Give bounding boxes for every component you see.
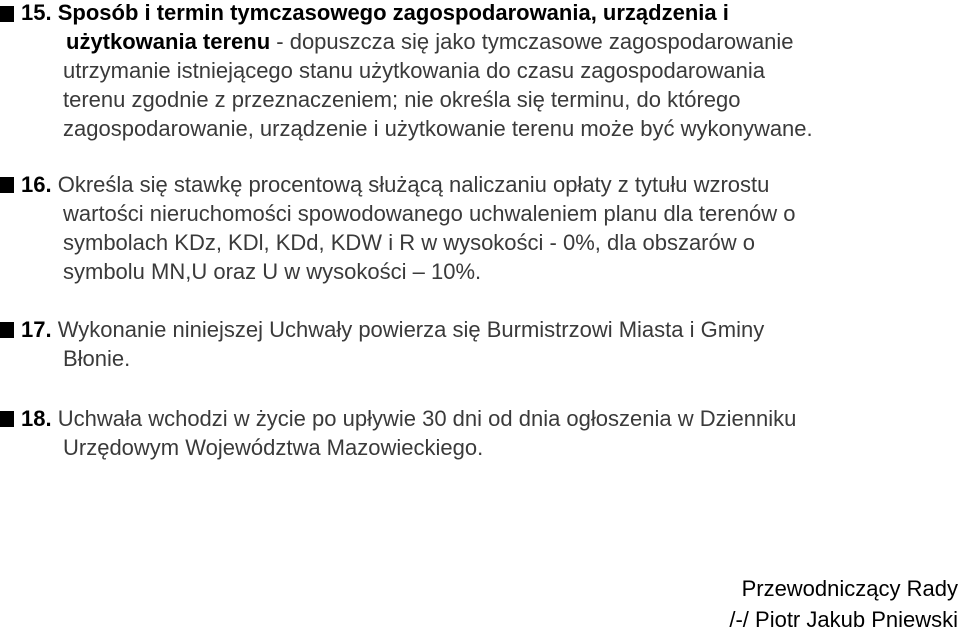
bullet-marker bbox=[0, 177, 14, 193]
paragraph-16-line-1 bbox=[21, 170, 769, 199]
paragraph-number: 18. bbox=[21, 406, 52, 431]
paragraph-16-line-2: wartości nieruchomości spowodowanego uchwaleniem planu dla terenów o bbox=[63, 201, 796, 226]
paragraph-heading: Sposób i termin tymczasowego zagospodarowania, urządzenia i bbox=[57, 0, 729, 25]
paragraph-number: 15. bbox=[21, 0, 52, 25]
paragraph-text: Określa się stawkę procentową służącą naliczaniu opłaty z tytułu wzrostu bbox=[57, 172, 770, 197]
paragraph-number: 16. bbox=[21, 172, 52, 197]
paragraph-15-line-4: terenu zgodnie z przeznaczeniem; nie określa się terminu, do którego bbox=[63, 87, 741, 112]
paragraph-text: Wykonanie niniejszej Uchwały powierza się Burmistrzowi Miasta i Gminy bbox=[57, 317, 765, 342]
bullet-marker bbox=[0, 6, 14, 22]
paragraph-15-line-3: utrzymanie istniejącego stanu użytkowania do czasu zagospodarowania bbox=[63, 58, 765, 83]
paragraph-17-line-2: Błonie. bbox=[63, 346, 131, 371]
paragraph-number: 17. bbox=[21, 317, 52, 342]
paragraph-17-line-1 bbox=[21, 315, 764, 344]
paragraph-text: - dopuszcza się jako tymczasowe zagospodarowanie bbox=[270, 29, 794, 54]
paragraph-15-line-1 bbox=[21, 0, 729, 27]
paragraph-18-line-1 bbox=[21, 404, 796, 433]
paragraph-15-line-2 bbox=[66, 27, 794, 56]
bullet-marker bbox=[0, 411, 14, 427]
paragraph-text: Uchwała wchodzi w życie po upływie 30 dni od dnia ogłoszenia w Dzienniku bbox=[57, 406, 797, 431]
bullet-marker bbox=[0, 322, 14, 338]
paragraph-18-line-2: Urzędowym Województwa Mazowieckiego. bbox=[63, 435, 484, 460]
paragraph-heading-cont: użytkowania terenu bbox=[66, 29, 271, 54]
signature-title: Przewodniczący Rady bbox=[741, 576, 958, 601]
paragraph-16-line-3: symbolach KDz, KDl, KDd, KDW i R w wysokości - 0%, dla obszarów o bbox=[63, 230, 755, 255]
paragraph-15-line-5: zagospodarowanie, urządzenie i użytkowanie terenu może być wykonywane. bbox=[63, 116, 813, 141]
paragraph-16-line-4: symbolu MN,U oraz U w wysokości – 10%. bbox=[63, 259, 482, 284]
signature-name: /-/ Piotr Jakub Pniewski bbox=[729, 607, 958, 632]
